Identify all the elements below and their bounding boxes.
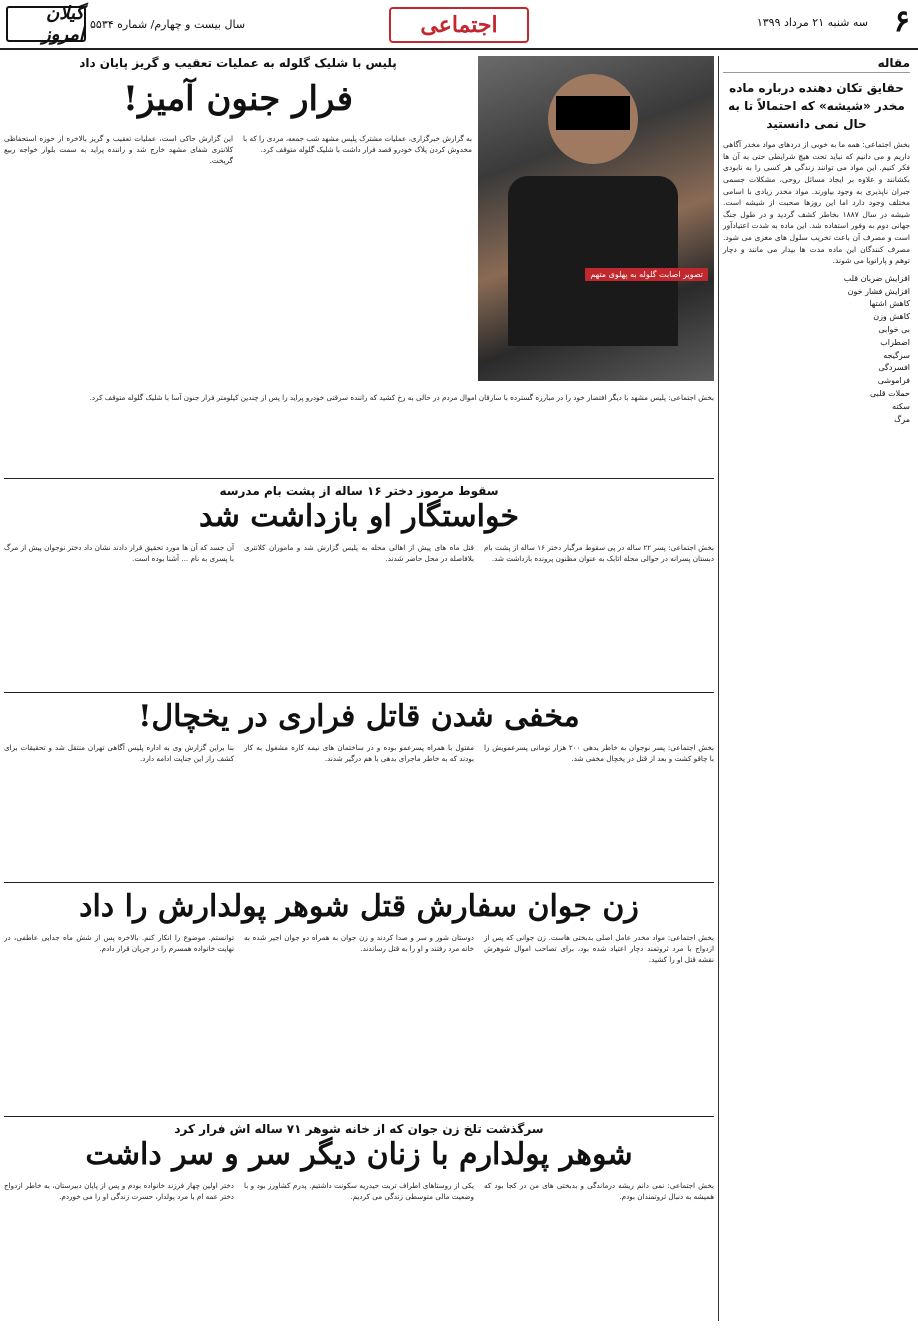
story-column: بخش اجتماعی: مواد مخدر عامل اصلی بدبختی هاست. زن جوانی که پس از ازدواج با مرد ثروتمند دچار اعتیاد شده بود، برای تصاحب اموال شوهرش نقشه قتل او را کشید. [484,932,714,964]
list-item: فراموشی [877,376,910,386]
list-item: کاهش اشتها [869,299,910,309]
story-headline: شوهر پولدارم با زنان دیگر سر و سر داشت [85,1137,633,1172]
list-item: افسردگی [878,363,910,373]
story-column: بخش اجتماعی: پلیس مشهد با دیگر افتضار خود را در مبارزه گسترده با سارقان اموال مردم در حالی به رخ کشید که راننده سرقتی خودرو پراید را پس از چندین کیلومتر فرار جنون آسا با شلیک گلوله متوقف کرد. [89,393,714,402]
divider [4,478,714,479]
list-item: حملات قلبی [870,389,910,399]
story-column: یکی از روستاهای اطراف تربت حیدریه سکونت داشتیم. پدرم کشاورز بود و با وضعیت مالی متوسطی زندگی می کردیم. [244,1180,474,1201]
story-column: بنا براین گزارش وی به اداره پلیس آگاهی تهران منتقل شد و تحقیقات برای کشف راز این جنایت ادامه دارد. [4,742,234,763]
story-fall [4,484,714,689]
divider [4,882,714,883]
story-column: دختر اولین چهار فرزند خانواده بودم و پس از پایان دبیرستان، به خاطر ازدواج دختر عمه ام با مرد پولدار، حسرت زندگی او را می خوردم. [4,1180,234,1201]
list-item: اضطراب [880,337,910,347]
section-title: اجتماعی [389,7,529,43]
masthead [0,0,918,50]
story-headline: مخفی شدن قاتل فراری در یخچال! [138,699,580,734]
story-kicker: سقوط مرموز دختر ۱۶ ساله از پشت بام مدرسه [219,484,499,498]
column-title: حقایق تکان دهنده درباره ماده مخدر «شیشه» که احتمالاً تا به حال نمی دانستید [728,81,905,131]
story-column: توانستم. موضوع را انکار کنم. بالاخره پس از شش ماه جدایی عاطفی، در نهایت خانواده همسرم را در جریان قرار دادم. [4,932,234,953]
story-column: بخش اجتماعی: پسر ۲۲ ساله در پی سقوط مرگبار دختر ۱۶ ساله از پشت بام دبستان پسرانه در حوالی محله اتابک به عنوان مظنون پرونده بازداشت شد. [484,542,714,563]
list-item: بی خوابی [878,325,910,335]
story-column: دوستان شور و سر و صدا کردند و زن جوان به همراه دو جوان اجیر شده به خانه مرد رفتند و او را به قتل رساندند. [244,932,474,953]
opinion-column [718,56,914,1321]
page-number: ۶ [893,4,910,39]
newspaper-logo: گیلان امروز [6,6,86,42]
story-continuation [4,386,714,403]
main-content [4,56,714,1321]
story-column: به گزارش خبرگزاری، عملیات مشترک پلیس مشهد شب جمعه، مردی را که با مخدوش کردن پلاک خودرو قصد فرار داشت با شلیک گلوله متوقف کرد. [242,133,472,154]
story-headline: فرار جنون آمیز! [123,79,353,119]
suspect-body [508,176,678,346]
list-item: سرگیجه [883,350,910,360]
story-kicker: پلیس با شلیک گلوله به عملیات تعقیب و گریز پایان داد [79,56,397,70]
story-photo [478,56,714,381]
photo-caption: تصویر اصابت گلوله به پهلوی متهم [585,268,708,281]
column-body: بخش اجتماعی: همه ما به خوبی از دردهای مواد مخدر آگاهی داریم و می دانیم که نباید تحت هیچ شرایطی حتی به آن ها فکر کنیم. این مواد می توانند زندگی هر کسی را به نابودی بکشانند و علاوه بر ایجاد مسائل روحی، مشکلات جسمی جبران ناپذیری به وجود بیاورند. مواد مخدر زیادی با اسامی مختلف وجود دارد اما این روزها صحبت از شیشه است. شیشه در سال ۱۸۸۷ بخاطر کشف گردید و در طول جنگ جهانی دوم به وفور استفاده شد. این ماده به شدت اعتیادآور است و مصرف آن باعث تخریب سلول های مغزی می شود. مصرف کنندگان این ماده مدت ها بیدار می مانند و دچار توهم و پارانویا می شوند. [723,140,910,266]
column-list [723,273,910,427]
story-kicker: سرگذشت تلخ زن جوان که از خانه شوهر ۷۱ ساله اش فرار کرد [174,1122,544,1136]
list-item: مرگ [894,414,910,424]
divider [4,692,714,693]
story-column: مقتول با همراه پسرعمو بوده و در ساختمان های نیمه کاره مشغول به کار بودند که به خاطر ماجرای بدهی با هم درگیر شدند. [244,742,474,763]
censor-bar [556,96,630,130]
story-headline: خواستگار او بازداشت شد [198,499,520,534]
list-item: کاهش وزن [873,312,910,322]
story-column: بخش اجتماعی: نمی دانم ریشه درماندگی و بدبختی های من در کجا بود که همیشه به دنبال ثروتمندان بودم. [484,1180,714,1201]
issue-date: سه شنبه ۲۱ مرداد ۱۳۹۹ [756,16,868,29]
list-item: افزایش ضربان قلب [843,273,910,283]
story-column: آن جسد که آن ها مورد تحقیق قرار دادند نشان داد دختر نوجوان پیش از مرگ با پسری به نام ... آشنا بوده است. [4,542,234,563]
story-column: بخش اجتماعی: پسر نوجوان به خاطر بدهی ۲۰۰ هزار تومانی پسرعمویش را با چاقو کشت و بعد از قتل در یخچال مخفی شد. [484,742,714,763]
story-headline: زن جوان سفارش قتل شوهر پولدارش را داد [79,889,639,924]
list-item: افزایش فشار خون [847,286,910,296]
divider [4,1116,714,1117]
story-column: قتل ماه های پیش از اهالی محله به پلیس گزارش شد و ماموران کلانتری بلافاصله در محل حاضر شدند. [244,542,474,563]
story-fridge [4,698,714,878]
column-label: مقاله [723,56,910,73]
story-text [4,56,472,381]
list-item: سکته [892,401,910,411]
story-escape [4,56,714,476]
issue-info: سال بیست و چهارم/ شماره ۵۵۳۴ [90,18,246,31]
story-rich-husband [4,1122,714,1321]
story-murder-order [4,888,714,1113]
story-column: این گزارش حاکی است، عملیات تعقیب و گریز بالاخره از حوزه استحفاظی کلانتری شفای مشهد خارج شد و راننده پراید به سمت بلوار خواجه ربیع گریخت. [4,133,233,165]
